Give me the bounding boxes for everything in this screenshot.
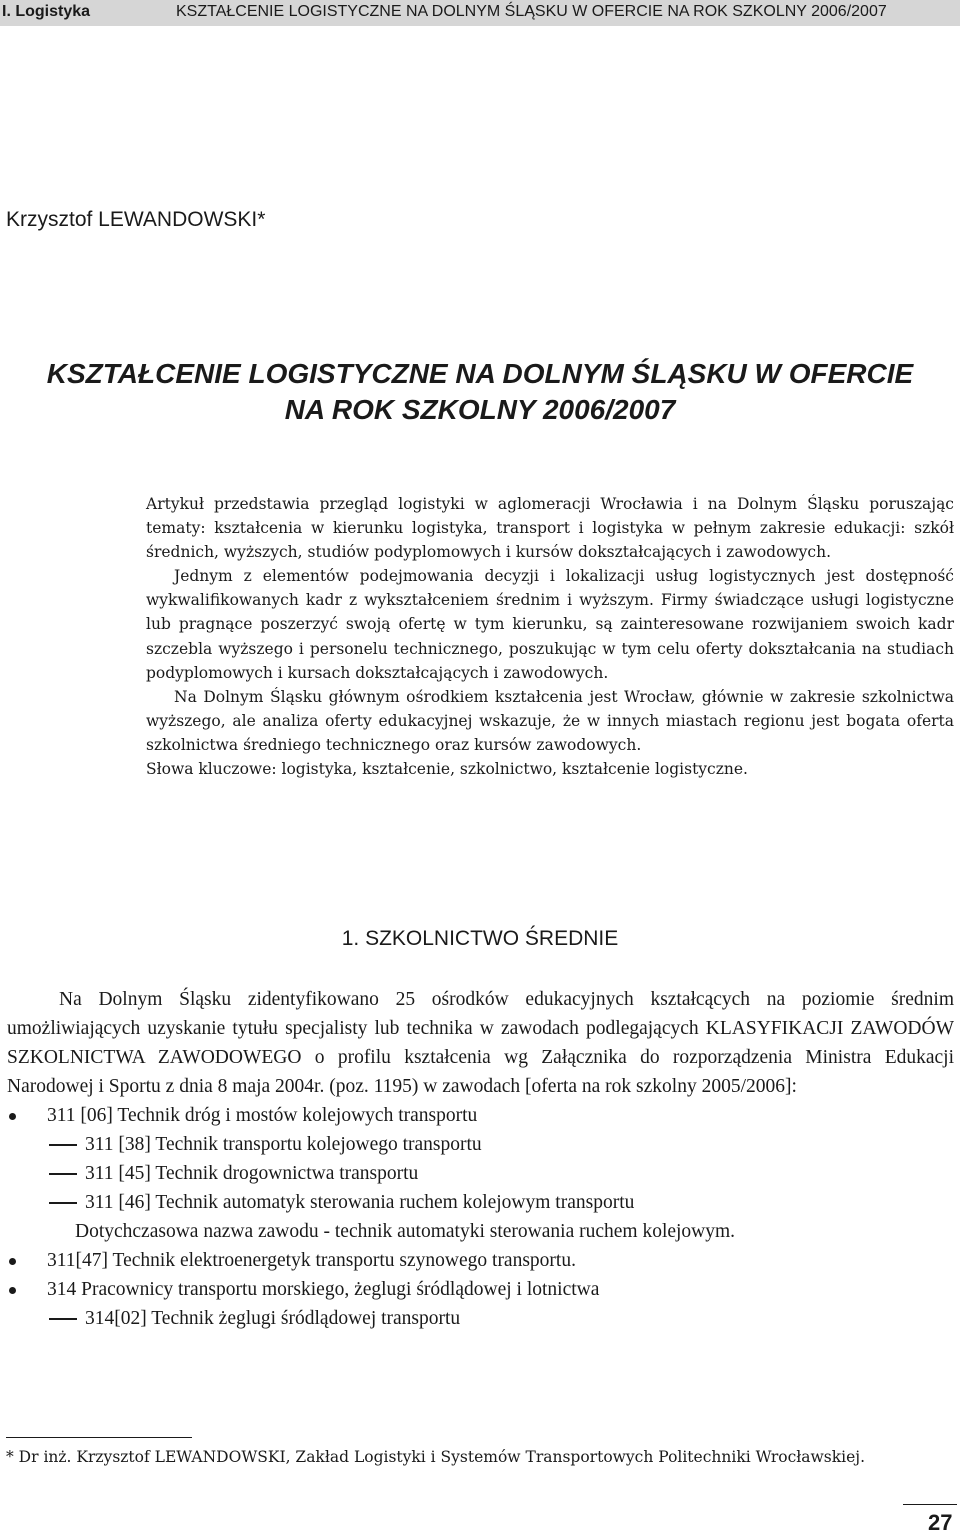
abstract-paragraph-3: Na Dolnym Śląsku głównym ośrodkiem kształcenia jest Wrocław, głównie w zakresie szkolnictwa wyższego, ale analiza oferty edukacyjnej wskazuje, że w innych miastach regionu jest bogata oferta szkolnictwa średniego technicznego oraz kursów zawodowych.: [146, 687, 954, 754]
footnote-divider: [6, 1437, 192, 1438]
abstract-paragraph-2: Jednym z elementów podejmowania decyzji i lokalizacji usług logistycznych jest dostępność wykwalifikowanych kadr z wykształceniem średnim i wyższym. Firmy świadczące usługi logistyczne lub pragnące poszerzyć swoją ofertę w tym kierunku, są zainteresowane rozwijaniem swoich kadr szczebla wyższego i personelu technicznego, poszukując w tym celu oferty dokształcania na studiach podyplomowych i kursach dokształcających i zawodowych.: [146, 567, 954, 682]
list-item: 311 [06] Technik dróg i mostów kolejowych transportu: [7, 1101, 954, 1130]
footnote: [6, 1445, 954, 1469]
dash-marker: [49, 1173, 77, 1175]
list-item: 314 Pracownicy transportu morskiego, żeglugi śródlądowej i lotnictwa: [7, 1275, 954, 1304]
article-title-line-2: NA ROK SZKOLNY 2006/2007: [284, 394, 676, 425]
header-running-title: KSZTAŁCENIE LOGISTYCZNE NA DOLNYM ŚLĄSKU W OFERCIE NA ROK SZKOLNY 2006/2007: [176, 3, 887, 20]
dash-marker: [49, 1318, 77, 1320]
section-heading: 1. SZKOLNICTWO ŚREDNIE: [341, 927, 619, 950]
list-subitem-text: 314[02] Technik żeglugi śródlądowej transportu: [85, 1308, 461, 1329]
running-header: [0, 0, 960, 26]
author-name: Krzysztof LEWANDOWSKI*: [6, 208, 266, 231]
dash-marker: [49, 1202, 77, 1204]
list-subitem: [7, 1130, 954, 1159]
header-section-label: I. Logistyka: [2, 3, 91, 20]
occupation-list: [7, 1101, 954, 1333]
abstract: [146, 492, 954, 781]
page-number: 27: [928, 1510, 953, 1535]
list-subitem-text: 311 [38] Technik transportu kolejowego transportu: [85, 1134, 482, 1155]
footnote-text: * Dr inż. Krzysztof LEWANDOWSKI, Zakład Logistyki i Systemów Transportowych Politechniki Wrocławskiej.: [6, 1448, 865, 1466]
abstract-keywords: Słowa kluczowe: logistyka, kształcenie, szkolnictwo, kształcenie logistyczne.: [146, 760, 748, 779]
list-subitem-text: 311 [46] Technik automatyk sterowania ruchem kolejowym transportu: [85, 1192, 635, 1213]
list-subitem: [7, 1159, 954, 1188]
dash-marker: [49, 1144, 77, 1146]
list-subitem-text: 311 [45] Technik drogownictwa transportu: [85, 1163, 419, 1184]
article-title: [0, 356, 960, 428]
list-note: Dotychczasowa nazwa zawodu - technik automatyki sterowania ruchem kolejowym.: [75, 1221, 736, 1242]
section-body: [7, 985, 954, 1333]
page-number-divider: [903, 1504, 957, 1505]
abstract-paragraph-1: Artykuł przedstawia przegląd logistyki w aglomeracji Wrocławia i na Dolnym Śląsku poruszając tematy: kształcenia w kierunku logistyka, transport i logistyka w pełnym zakresie edukacji: szkół średnich, wyższych, studiów podyplomowych i kursów dokształcających i zawodowych.: [146, 495, 954, 562]
article-title-line-1: KSZTAŁCENIE LOGISTYCZNE NA DOLNYM ŚLĄSKU W OFERCIE: [46, 358, 914, 389]
list-item: 311[47] Technik elektroenergetyk transportu szynowego transportu.: [7, 1246, 954, 1275]
list-subitem: [7, 1304, 954, 1333]
list-subitem: [7, 1188, 954, 1217]
body-paragraph: Na Dolnym Śląsku zidentyfikowano 25 ośrodków edukacyjnych kształcących na poziomie średnim umożliwiających uzyskanie tytułu specjalisty lub technika w zawodach podlegających KLASYFIKACJI ZAWODÓW SZKOLNICTWA ZAWODOWEGO o profilu kształcenia wg Załącznika do rozporządzenia Ministra Edukacji Narodowej i Sportu z dnia 8 maja 2004r. (poz. 1195) w zawodach [oferta na rok szkolny 2005/2006]:: [7, 989, 954, 1097]
